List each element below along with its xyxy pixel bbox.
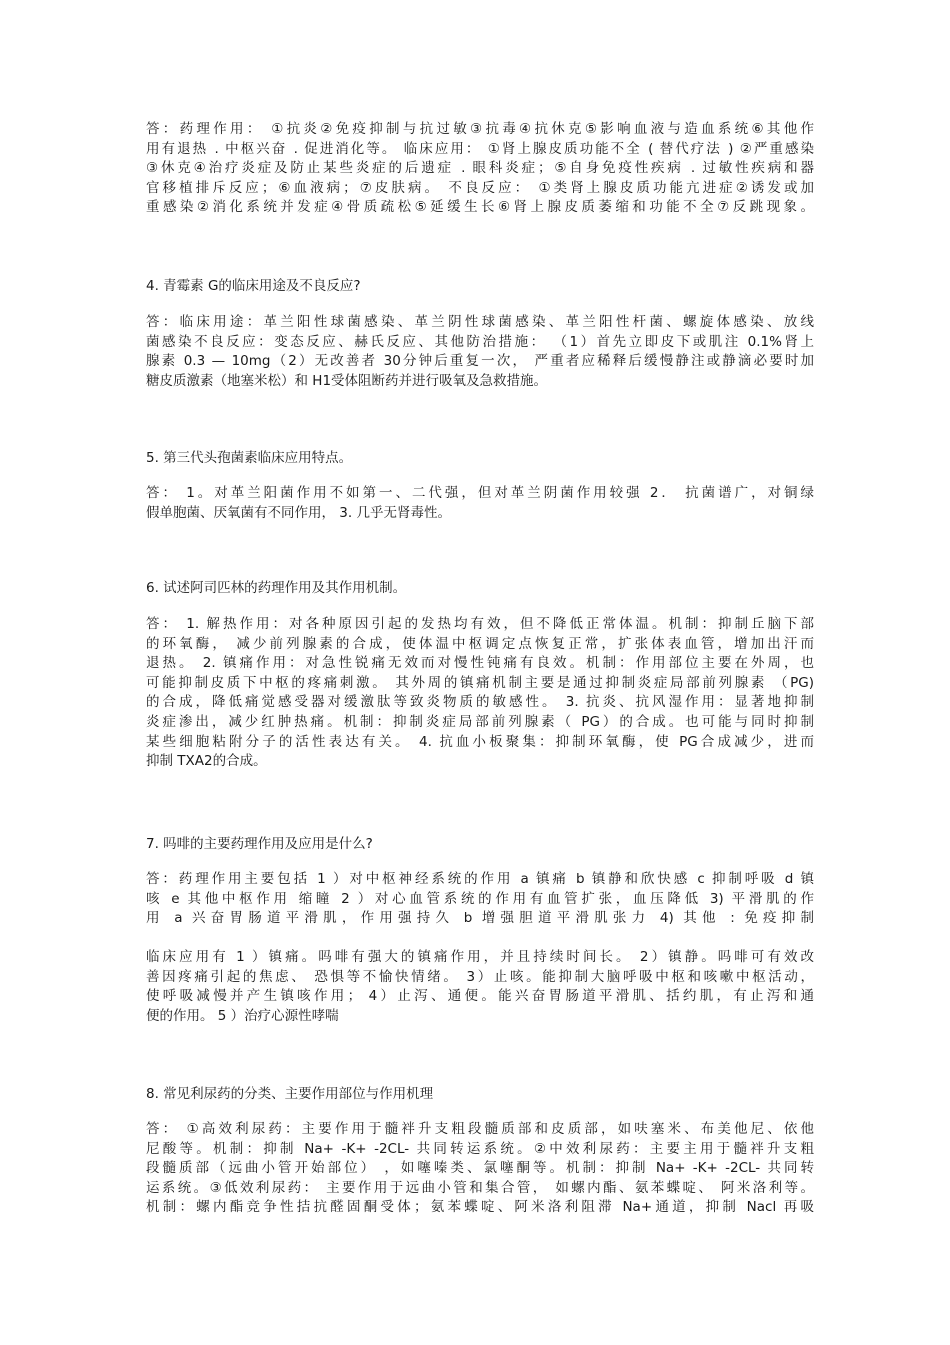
answer-line: 假单胞菌、厌氧菌有不同作用， 3. 几乎无肾毒性。 bbox=[146, 504, 451, 521]
answer-line: 抑制 TXA2的合成。 bbox=[146, 753, 267, 770]
answer-paragraph bbox=[146, 615, 814, 772]
question-text: 6. 试述阿司匹林的药理作用及其作用机制。 bbox=[146, 580, 407, 596]
answer-line: 尼酸等。机制：抑制 Na+ -K+ -2CL- 共同转运系统。②中效利尿药：主要主用于髓袢升支粗 bbox=[146, 1140, 814, 1157]
question-heading bbox=[146, 276, 814, 296]
answer-line: 答：药理作用主要包括 1 ）对中枢神经系统的作用 a 镇痛 b 镇静和欣快感 c 抑制呼吸 d 镇 bbox=[146, 871, 814, 887]
answer-line: 段髓质部（远曲小管开始部位） ，如噻嗪类、氯噻酮等。机制：抑制 Na+ -K+ -2CL- 共同转 bbox=[146, 1160, 814, 1177]
answer-line: 菌感染不良反应：变态反应、赫氏反应、其他防治措施： （1）首先立即皮下或肌注 0.1%肾上 bbox=[146, 333, 814, 350]
answer-line: 临床应用有 1 ）镇痛。吗啡有强大的镇痛作用，并且持续时间长。 2）镇静。吗啡可有效改 bbox=[146, 949, 814, 965]
answer-line: 某些细胞粘附分子的活性表达有关。 4. 抗血小板聚集：抑制环氧酶，使 PG合成减少，进而 bbox=[146, 733, 814, 750]
answer-line: 答：药理作用： ①抗炎②免疫抑制与抗过敏③抗毒④抗休克⑤影响血液与造血系统⑥其他作 bbox=[146, 121, 814, 137]
answer-line: 重感染②消化系统并发症④骨质疏松⑤延缓生长⑥肾上腺皮质萎缩和功能不全⑦反跳现象。 bbox=[146, 199, 814, 216]
answer-paragraph bbox=[146, 313, 814, 391]
answer-line: 的合成，降低痛觉感受器对缓激肽等致炎物质的敏感性。 3. 抗炎、抗风湿作用：显著地抑制 bbox=[146, 694, 814, 711]
answer-line: 退热。 2. 镇痛作用：对急性锐痛无效而对慢性钝痛有良效。机制：作用部位主要在外周，也 bbox=[146, 655, 814, 672]
answer-line: 答： 1. 解热作用：对各种原因引起的发热均有效，但不降低正常体温。机制：抑制丘脑下部 bbox=[146, 616, 814, 632]
question-heading bbox=[146, 578, 814, 598]
answer-line: 可能抑制皮质下中枢的疼痛刺激。 其外周的镇痛机制主要是通过抑制炎症局部前列腺素 （PG) bbox=[146, 674, 814, 691]
answer-line: 答：临床用途：革兰阳性球菌感染、革兰阴性球菌感染、革兰阳性杆菌、螺旋体感染、放线 bbox=[146, 314, 814, 330]
question-text: 5. 第三代头孢菌素临床应用特点。 bbox=[146, 450, 353, 466]
answer-line: 运系统。③低效利尿药： 主要作用于远曲小管和集合管， 如螺内酯、氨苯蝶啶、 阿米洛利等。 bbox=[146, 1179, 814, 1196]
answer-paragraph bbox=[146, 120, 814, 218]
answer-paragraph bbox=[146, 1120, 814, 1218]
answer-line: 用有退热 . 中枢兴奋 . 促进消化等。 临床应用： ①肾上腺皮质功能不全 ( 替代疗法 ) ②严重感染 bbox=[146, 140, 814, 157]
answer-paragraph bbox=[146, 948, 814, 1026]
answer-line: 机制：螺内酯竞争性拮抗醛固酮受体；氨苯蝶啶、阿米洛利阻滞 Na+通道，抑制 Nacl 再吸 bbox=[146, 1199, 814, 1216]
question-heading bbox=[146, 834, 814, 854]
answer-line: 善因疼痛引起的焦虑、 恐惧等不愉快情绪。 3）止咳。能抑制大脑呼吸中枢和咳嗽中枢活动， bbox=[146, 968, 814, 985]
question-text: 7. 吗啡的主要药理作用及应用是什么? bbox=[146, 836, 373, 852]
question-text: 8. 常见利尿药的分类、主要作用部位与作用机理 bbox=[146, 1086, 434, 1102]
answer-line: 咳 e 其他中枢作用 缩瞳 2 ）对心血管系统的作用有血管扩张，血压降低 3) 平滑肌的作 bbox=[146, 890, 814, 907]
answer-line: 便的作用。 5 ）治疗心源性哮喘 bbox=[146, 1007, 339, 1024]
answer-line: 答： 1。对革兰阳菌作用不如第一、二代强，但对革兰阴菌作用较强 2． 抗菌谱广，对铜绿 bbox=[146, 485, 814, 501]
answer-line: 答： ①高效利尿药：主要作用于髓袢升支粗段髓质部和皮质部，如呋塞米、布美他尼、依他 bbox=[146, 1121, 814, 1137]
answer-line: 炎症渗出，减少红肿热痛。机制：抑制炎症局部前列腺素（ PG）的合成。也可能与同时抑制 bbox=[146, 713, 814, 730]
answer-line: 糖皮质激素（地塞米松）和 H1受体阻断药并进行吸氧及急救措施。 bbox=[146, 372, 548, 389]
answer-line: 官移植排斥反应；⑥血液病；⑦皮肤病。 不良反应： ①类肾上腺皮质功能亢进症②诱发或加 bbox=[146, 179, 814, 196]
answer-line: 用 a 兴奋胃肠道平滑肌，作用强持久 b 增强胆道平滑肌张力 4) 其他 : 免疫抑制 bbox=[146, 910, 814, 927]
question-heading bbox=[146, 1084, 814, 1104]
answer-paragraph bbox=[146, 870, 814, 929]
answer-line: 的环氧酶， 减少前列腺素的合成，使体温中枢调定点恢复正常，扩张体表血管，增加出汗而 bbox=[146, 635, 814, 652]
answer-line: 使呼吸减慢并产生镇咳作用； 4）止泻、通便。能兴奋胃肠道平滑肌、括约肌，有止泻和通 bbox=[146, 988, 814, 1005]
answer-paragraph bbox=[146, 484, 814, 523]
answer-line: 腺素 0.3 — 10mg（2）无改善者 30分钟后重复一次， 严重者应稀释后缓慢静注或静滴必要时加 bbox=[146, 353, 814, 370]
question-heading bbox=[146, 448, 814, 468]
answer-line: ③休克④治疗炎症及防止某些炎症的后遗症 . 眼科炎症；⑤自身免疫性疾病 . 过敏性疾病和器 bbox=[146, 160, 814, 177]
question-text: 4. 青霉素 G的临床用途及不良反应? bbox=[146, 278, 361, 294]
